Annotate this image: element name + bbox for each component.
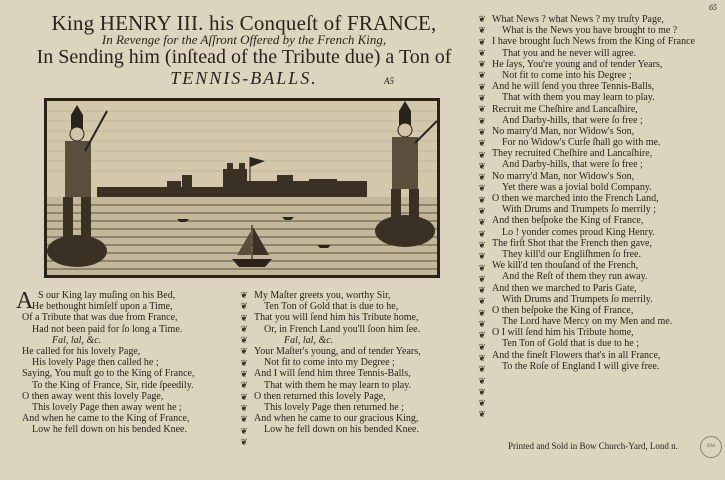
woodcut-illustration-icon <box>47 101 437 275</box>
verse-line: Not fit to come into my Degree ; <box>264 357 395 369</box>
verse-line: To the Roſe of England I will give free. <box>502 360 660 372</box>
ornament-divider: ❦ ❦ ❦ ❦ ❦ ❦ ❦ ❦ ❦ ❦ ❦ ❦ ❦ ❦ <box>240 290 248 447</box>
page-number: 65 <box>709 3 717 12</box>
verse-line: To the King of France, Sir, ride ſpeedily. <box>32 379 194 391</box>
verse-line: Low he fell down on his bended Knee. <box>32 424 187 436</box>
verse-line: Of a Tribute that was due from France, <box>22 312 178 324</box>
verse-line: The Lord have Mercy on my Men and me. <box>502 316 673 328</box>
verse-column-2 <box>254 290 421 435</box>
verse-line: That with them he may learn to play. <box>264 379 412 391</box>
drop-cap: A <box>16 288 34 314</box>
verse-line: He bethought himſelf upon a Time, <box>32 301 173 313</box>
verse-line: O I will ſend him his Tribute home, <box>492 327 634 339</box>
imprint: Printed and Sold in Bow Church-Yard, Lond n. <box>508 441 678 451</box>
verse-line: What is the News you have brought to me ? <box>502 25 678 37</box>
verse-line: And Darby-hills, that were ſo free ; <box>502 159 643 171</box>
title-line-2: In Revenge for the Aſſront Offered by the French King, <box>101 32 387 47</box>
verse-line: Ten Ton of Gold that is due to he ; <box>502 338 640 350</box>
verse-line: Lo ! yonder comes proud King Henry. <box>502 226 655 238</box>
verse-line: This lovely Page then returned he ; <box>264 401 404 413</box>
verse-line: He called for his lovely Page, <box>22 345 141 357</box>
verse-line: And the fineſt Flowers that's in all France, <box>492 349 661 361</box>
verse-line: Or, in French Land you'll ſoon him ſee. <box>264 323 421 335</box>
verse-line: That with them you may learn to play. <box>502 92 655 104</box>
verse-line: Not fit to come into his Degree ; <box>502 69 632 81</box>
library-stamp: BM <box>700 436 722 458</box>
ornament-divider: ❦ ❦ ❦ ❦ ❦ ❦ ❦ ❦ ❦ ❦ ❦ ❦ ❦ ❦ ❦ ❦ ❦ ❦ ❦ ❦ ❦ ❦ ❦ ❦ ❦ ❦ ❦ ❦ ❦ ❦ ❦ ❦ ❦ ❦ ❦ ❦ <box>478 14 486 420</box>
verse-line: S our King lay muſing on his Bed, <box>38 290 176 301</box>
verse-line: With Drums and Trumpets ſo merrily. <box>502 293 653 305</box>
verse-line: He ſays, You're young and of tender Years, <box>492 58 663 70</box>
verse-line: Your Maſter's young, and of tender Years, <box>254 345 421 357</box>
title-line-4: TENNIS-BALLS. <box>170 68 318 88</box>
verse-line: What News ? what News ? my truſty Page, <box>492 14 664 25</box>
verse-line: And then beſpoke the King of France, <box>492 215 644 227</box>
verse-line: We kill'd ten thouſand of the French, <box>492 260 639 272</box>
verse-line: They kill'd our Engliſhmen ſo free. <box>502 248 641 260</box>
refrain-line: Fal, lal, &c. <box>284 334 334 346</box>
verse-line: O then we marched into the French Land, <box>492 193 659 204</box>
verse-line: O then returned this lovely Page, <box>254 390 386 402</box>
verse-line: Low he fell down on his bended Knee. <box>264 424 419 436</box>
verse-line: That you will ſend him his Tribute home, <box>254 312 419 324</box>
verse-line: Recruit me Cheſhire and Lancaſhire, <box>492 103 638 115</box>
verse-line: And Darby-hills, that were ſo free ; <box>502 114 643 126</box>
printer-mark: A5 <box>384 76 394 86</box>
verse-line: And he will ſend you three Tennis-Balls, <box>492 81 655 93</box>
verse-line: And I will ſend him three Tennis-Balls, <box>254 368 411 380</box>
refrain-line: Fal, lal, &c. <box>52 334 102 346</box>
verse-line: And when he came to our gracious King, <box>254 413 419 425</box>
verse-line: His lovely Page then called he ; <box>32 357 159 369</box>
woodcut-illustration <box>44 98 440 278</box>
verse-line: The firſt Shot that the French then gave, <box>492 237 652 249</box>
verse-line: Saying, You muſt go to the King of France, <box>22 368 195 380</box>
verse-line: No marry'd Man, nor Widow's Son, <box>492 170 635 182</box>
verse-line: I have brought ſuch News from the King of France <box>492 36 695 48</box>
verse-line: My Maſter greets you, worthy Sir, <box>254 290 391 301</box>
title-line-3: In Sending him (inſtead of the Tribute due) a Ton of <box>36 46 452 68</box>
verse-line: They recruited Cheſhire and Lancaſhire, <box>492 148 653 160</box>
verse-line: And then we marched to Paris Gate, <box>492 282 637 294</box>
verse-line: For no Widow's Curſe ſhall go with me. <box>502 137 661 149</box>
verse-line: With Drums and Trumpets ſo merrily ; <box>502 204 657 216</box>
verse-line: And when he came to the King of France, <box>22 413 190 425</box>
verse-line: That you and he never will agree. <box>502 47 637 59</box>
verse-line: This lovely Page then away went he ; <box>32 401 182 413</box>
verse-column-3 <box>492 14 695 372</box>
verse-line: O then away went this lovely Page, <box>22 390 164 402</box>
verse-line: And the Reſt of them they run away. <box>502 271 648 283</box>
verse-line: Had not been paid for ſo long a Time. <box>32 323 183 335</box>
verse-line: Ten Ton of Gold that is due to he, <box>264 301 399 313</box>
title-line-1: King HENRY III. his Conqueſt of FRANCE, <box>51 11 437 35</box>
verse-line: No marry'd Man, nor Widow's Son, <box>492 125 635 137</box>
verse-line: Yet there was a jovial bold Company. <box>502 181 652 193</box>
verse-line: O then beſpoke the King of France, <box>492 304 634 316</box>
verse-column-1 <box>22 290 195 435</box>
